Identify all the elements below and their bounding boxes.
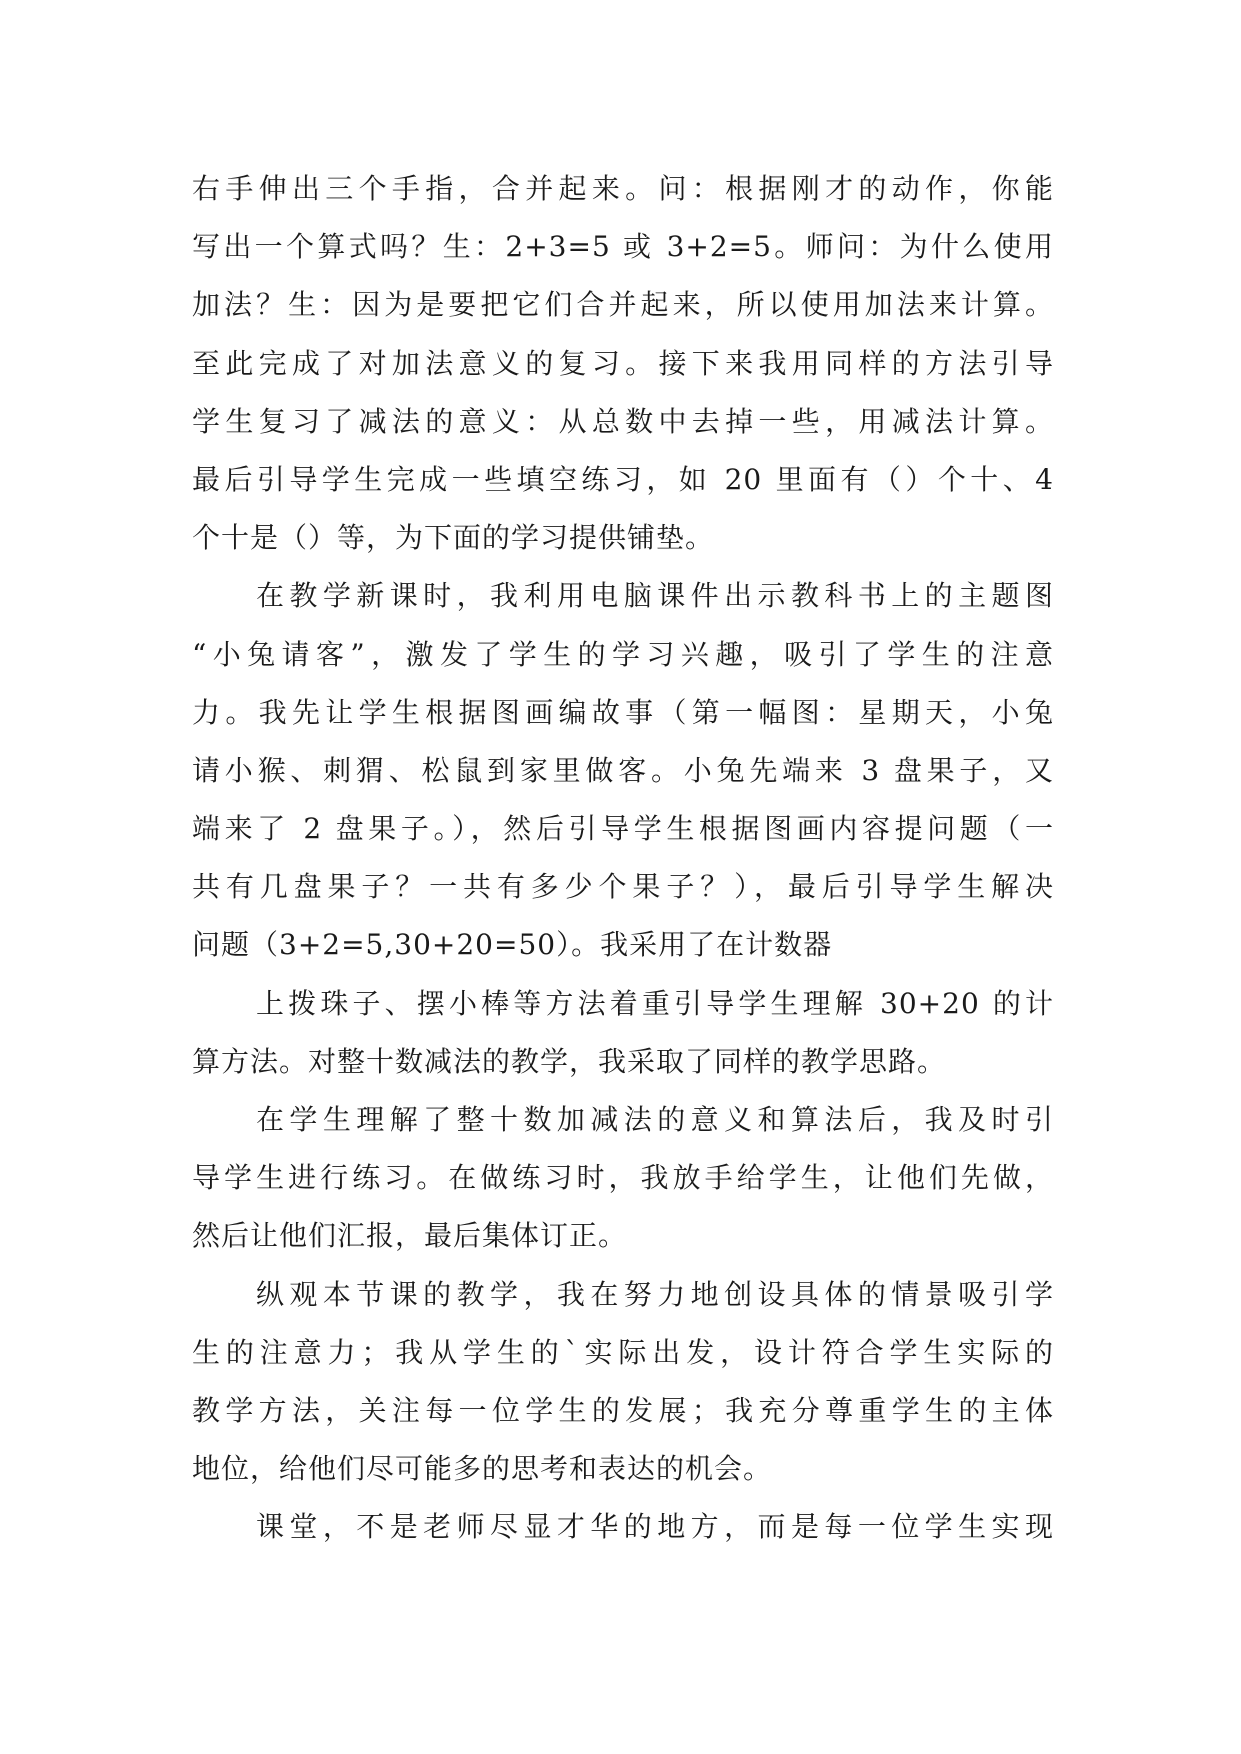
- text-line: 然后让他们汇报，最后集体订正。: [192, 1219, 628, 1253]
- text-line: 生的注意力；我从学生的`实际出发，设计符合学生实际的: [192, 1335, 1054, 1369]
- text-line: 加法？生：因为是要把它们合并起来，所以使用加法来计算。: [192, 288, 1054, 322]
- text-line: “小兔请客”，激发了学生的学习兴趣，吸引了学生的注意: [192, 637, 1054, 671]
- document-body: [192, 160, 1054, 1557]
- paragraph-5: [192, 1266, 1054, 1499]
- paragraph-1: [192, 160, 1054, 567]
- text-line: 课堂，不是老师尽显才华的地方，而是每一位学生实现: [256, 1510, 1054, 1544]
- text-line: 算方法。对整十数减法的教学，我采取了同样的教学思路。: [192, 1044, 947, 1078]
- text-line: 写出一个算式吗？生：2+3=5 或 3+2=5。师问：为什么使用: [192, 230, 1054, 264]
- text-line: 请小猴、刺猬、松鼠到家里做客。小兔先端来 3 盘果子，又: [192, 753, 1054, 787]
- paragraph-2: [192, 567, 1054, 974]
- text-line: 右手伸出三个手指，合并起来。问：根据刚才的动作，你能: [192, 172, 1054, 205]
- text-line: 共有几盘果子？一共有多少个果子？），最后引导学生解决: [192, 870, 1054, 904]
- text-line: 问题（3+2=5,30+20=50）。我采用了在计数器: [192, 928, 833, 962]
- text-line: 纵观本节课的教学，我在努力地创设具体的情景吸引学: [256, 1277, 1054, 1311]
- text-line: 导学生进行练习。在做练习时，我放手给学生，让他们先做，: [192, 1161, 1054, 1195]
- paragraph-4: [192, 1091, 1054, 1266]
- text-line: 上拨珠子、摆小棒等方法着重引导学生理解 30+20 的计: [256, 986, 1054, 1020]
- text-line: 最后引导学生完成一些填空练习，如 20 里面有（）个十、4: [192, 462, 1054, 496]
- paragraph-3: [192, 975, 1054, 1091]
- text-line: 力。我先让学生根据图画编故事（第一幅图：星期天，小兔: [192, 695, 1054, 729]
- text-line: 端来了 2 盘果子。），然后引导学生根据图画内容提问题（一: [192, 812, 1054, 846]
- text-line: 个十是（）等，为下面的学习提供铺垫。: [192, 521, 715, 555]
- text-line: 至此完成了对加法意义的复习。接下来我用同样的方法引导: [192, 346, 1054, 380]
- text-line: 在教学新课时，我利用电脑课件出示教科书上的主题图: [256, 579, 1054, 613]
- text-line: 学生复习了减法的意义：从总数中去掉一些，用减法计算。: [192, 404, 1054, 438]
- paragraph-6: [192, 1498, 1054, 1556]
- text-line: 在学生理解了整十数加减法的意义和算法后，我及时引: [256, 1103, 1054, 1136]
- text-line: 地位，给他们尽可能多的思考和表达的机会。: [192, 1452, 773, 1486]
- text-line: 教学方法，关注每一位学生的发展；我充分尊重学生的主体: [192, 1393, 1054, 1427]
